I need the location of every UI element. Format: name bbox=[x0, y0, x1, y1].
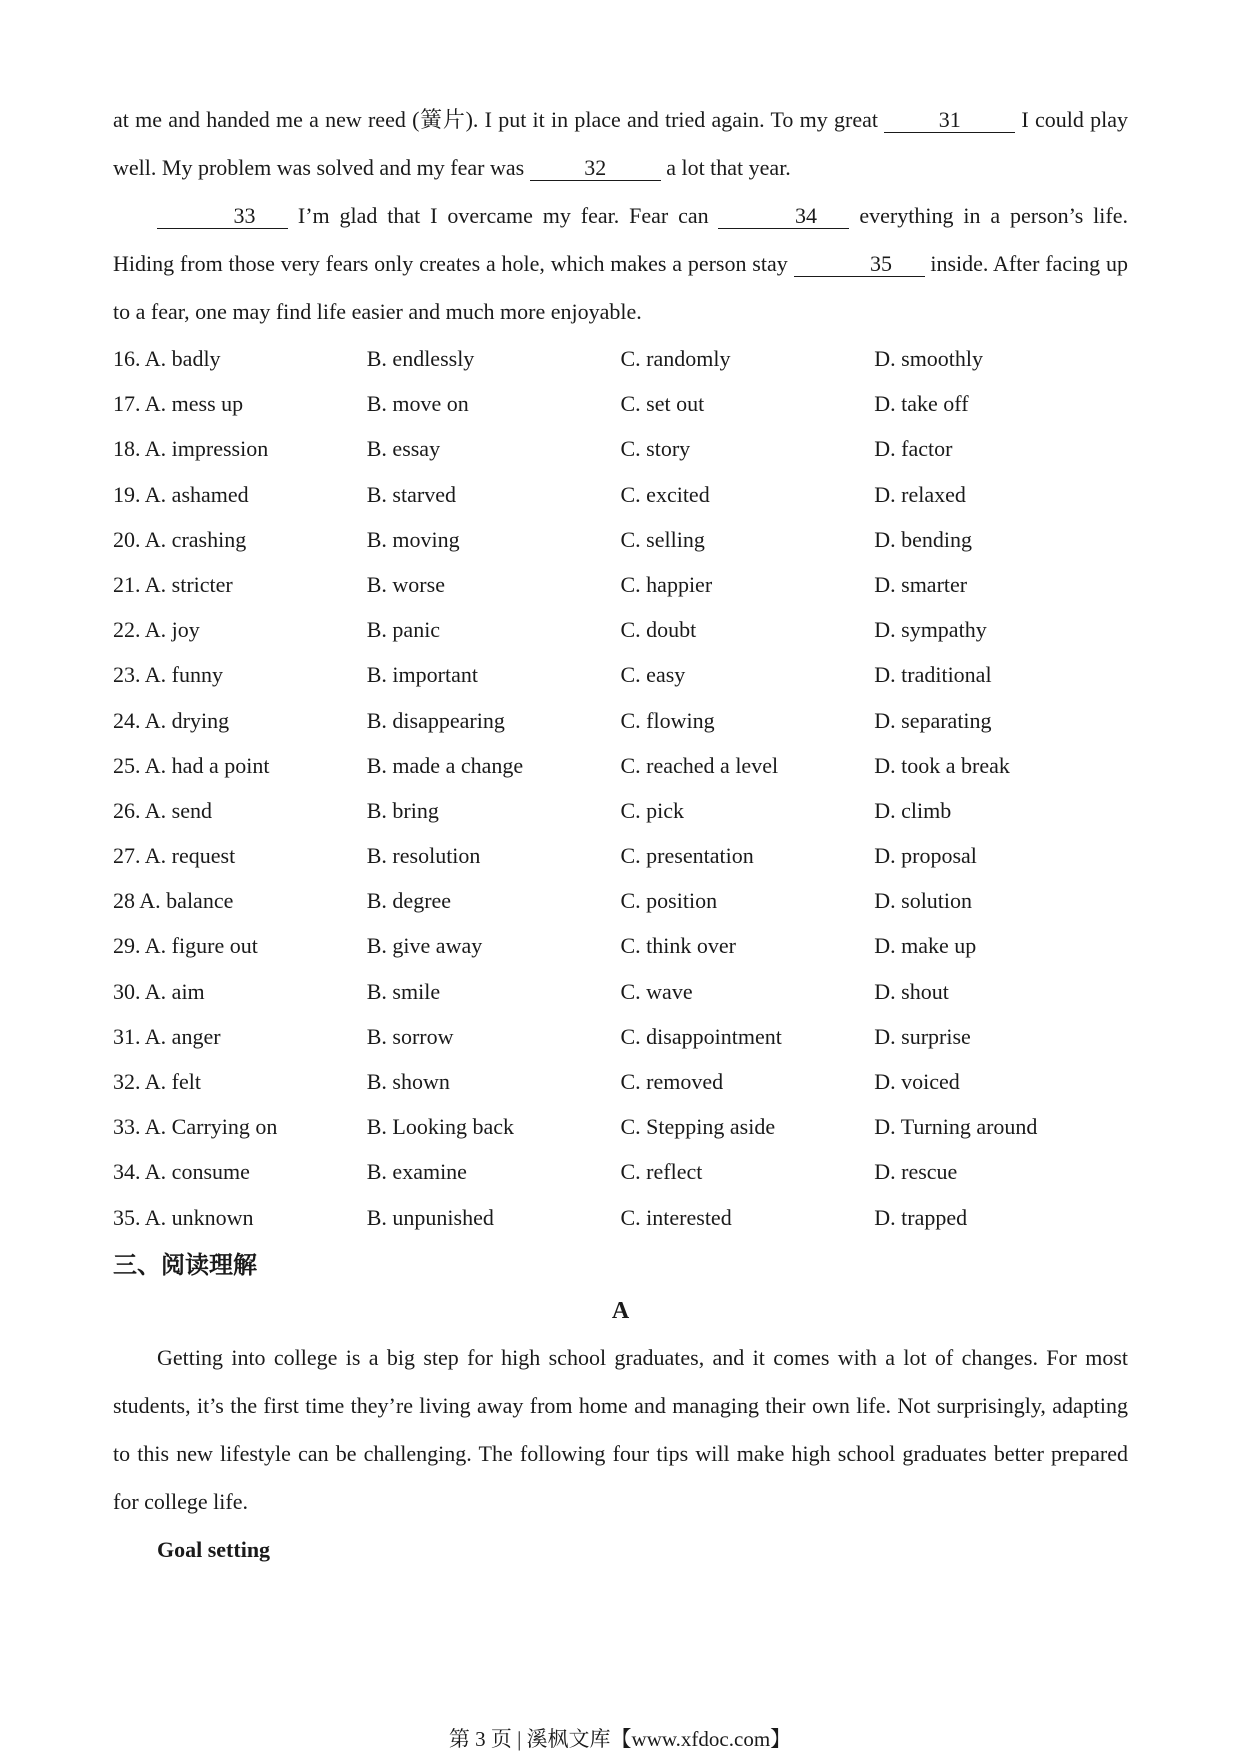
subheading-goal-setting: Goal setting bbox=[157, 1536, 271, 1562]
option-d: D. surprise bbox=[874, 1023, 971, 1049]
option-a: 34. A. consume bbox=[113, 1159, 250, 1185]
option-row bbox=[113, 426, 1128, 471]
option-row bbox=[113, 1059, 1128, 1104]
option-b: B. essay bbox=[366, 436, 441, 462]
option-a: 29. A. figure out bbox=[113, 933, 258, 959]
option-d: D. make up bbox=[874, 933, 977, 959]
option-row bbox=[113, 607, 1128, 652]
option-d: D. separating bbox=[874, 707, 992, 733]
option-c: C. excited bbox=[620, 481, 710, 507]
option-d: D. sympathy bbox=[874, 617, 987, 643]
option-a: 28 A. balance bbox=[113, 888, 234, 914]
option-d: D. smarter bbox=[874, 571, 968, 597]
option-row bbox=[113, 1014, 1128, 1059]
option-d: D. relaxed bbox=[874, 481, 966, 507]
option-row bbox=[113, 1195, 1128, 1240]
blank-31: 31 bbox=[884, 108, 1015, 133]
option-d: D. shout bbox=[874, 978, 949, 1004]
option-a: 22. A. joy bbox=[113, 617, 200, 643]
option-c: C. position bbox=[620, 888, 718, 914]
option-b: B. unpunished bbox=[366, 1204, 494, 1230]
option-d: D. trapped bbox=[874, 1204, 968, 1230]
passage-text: a lot that year. bbox=[660, 155, 791, 180]
option-b: B. worse bbox=[366, 571, 445, 597]
option-d: D. take off bbox=[874, 391, 969, 417]
option-d: D. factor bbox=[874, 436, 953, 462]
option-row bbox=[113, 833, 1128, 878]
option-row bbox=[113, 336, 1128, 381]
option-b: B. starved bbox=[366, 481, 456, 507]
option-a: 17. A. mess up bbox=[113, 391, 244, 417]
passage-paragraph-2 bbox=[113, 192, 1128, 336]
option-d: D. solution bbox=[874, 888, 973, 914]
option-a: 30. A. aim bbox=[113, 978, 205, 1004]
option-row bbox=[113, 1104, 1128, 1149]
passage-text: at me and handed me a new reed (簧片). I put it in place and tried again. To my great bbox=[113, 107, 885, 132]
option-a: 25. A. had a point bbox=[113, 752, 270, 778]
option-b: B. degree bbox=[366, 888, 452, 914]
option-d: D. proposal bbox=[874, 843, 977, 869]
option-a: 16. A. badly bbox=[113, 346, 221, 371]
option-c: C. wave bbox=[620, 978, 693, 1004]
option-row bbox=[113, 1149, 1128, 1194]
option-b: B. give away bbox=[366, 933, 483, 959]
document-page bbox=[113, 96, 1128, 1574]
option-c: C. reached a level bbox=[620, 752, 779, 778]
option-c: C. reflect bbox=[620, 1159, 703, 1185]
option-a: 31. A. anger bbox=[113, 1023, 221, 1049]
option-a: 26. A. send bbox=[113, 797, 212, 823]
page-footer: 第 3 页 | 溪枫文库【www.xfdoc.com】 bbox=[448, 1727, 792, 1751]
option-a: 33. A. Carrying on bbox=[113, 1114, 278, 1140]
option-a: 18. A. impression bbox=[113, 436, 269, 462]
option-row bbox=[113, 381, 1128, 426]
option-row bbox=[113, 562, 1128, 607]
blank-33: 33 bbox=[157, 204, 288, 229]
passage-text: inside. After facing up to a fear, one may find life easier and much more enjoyable. bbox=[113, 251, 1128, 324]
option-c: C. removed bbox=[620, 1069, 724, 1094]
option-a: 19. A. ashamed bbox=[113, 481, 249, 507]
reading-paragraph: Getting into college is a big step for high school graduates, and it comes with a lot of changes. For most students, it’s the first time they’re living away from home and managing their own life. Not surprisingly, adapting to this new lifestyle can be challenging. The following four tips will make high school graduates better prepared for college life. bbox=[113, 1344, 1128, 1514]
option-c: C. pick bbox=[620, 797, 685, 823]
option-c: C. easy bbox=[620, 662, 686, 688]
passage-text: I could play well. My problem was solved and my fear was bbox=[113, 107, 1128, 180]
option-a: 21. A. stricter bbox=[113, 571, 233, 597]
option-d: D. bending bbox=[874, 526, 973, 552]
option-row bbox=[113, 698, 1128, 743]
option-c: C. disappointment bbox=[620, 1023, 782, 1049]
option-row bbox=[113, 923, 1128, 968]
option-b: B. sorrow bbox=[366, 1023, 454, 1049]
option-a: 32. A. felt bbox=[113, 1069, 201, 1094]
option-c: C. set out bbox=[620, 391, 705, 417]
option-a: 20. A. crashing bbox=[113, 526, 247, 552]
option-c: C. Stepping aside bbox=[620, 1114, 776, 1140]
option-b: B. Looking back bbox=[366, 1114, 515, 1140]
option-c: C. flowing bbox=[620, 707, 715, 733]
option-b: B. made a change bbox=[366, 752, 524, 778]
options-list bbox=[113, 336, 1128, 1240]
option-row bbox=[113, 472, 1128, 517]
option-c: C. story bbox=[620, 436, 691, 462]
option-b: B. endlessly bbox=[366, 346, 475, 371]
option-a: 23. A. funny bbox=[113, 662, 223, 688]
option-b: B. smile bbox=[366, 978, 441, 1004]
option-d: D. smoothly bbox=[874, 346, 984, 371]
option-b: B. moving bbox=[366, 526, 460, 552]
option-c: C. randomly bbox=[620, 346, 731, 371]
option-d: D. Turning around bbox=[874, 1114, 1038, 1140]
option-b: B. important bbox=[366, 662, 478, 688]
blank-35: 35 bbox=[794, 252, 925, 277]
blank-32: 32 bbox=[530, 156, 661, 181]
option-b: B. resolution bbox=[366, 843, 481, 869]
option-c: C. doubt bbox=[620, 617, 697, 643]
option-a: 35. A. unknown bbox=[113, 1204, 254, 1230]
passage-paragraph-1 bbox=[113, 96, 1128, 192]
option-d: D. traditional bbox=[874, 662, 992, 688]
section-title: 三、阅读理解 bbox=[113, 1250, 257, 1279]
option-c: C. presentation bbox=[620, 843, 754, 869]
blank-34: 34 bbox=[718, 204, 849, 229]
passage-text: I’m glad that I overcame my fear. Fear can bbox=[288, 203, 719, 228]
option-row bbox=[113, 517, 1128, 562]
option-b: B. panic bbox=[366, 617, 441, 643]
option-d: D. climb bbox=[874, 797, 952, 823]
option-b: B. shown bbox=[366, 1069, 450, 1094]
option-b: B. move on bbox=[366, 391, 469, 417]
option-row bbox=[113, 878, 1128, 923]
option-c: C. selling bbox=[620, 526, 705, 552]
option-row bbox=[113, 652, 1128, 697]
option-row bbox=[113, 743, 1128, 788]
option-d: D. rescue bbox=[874, 1159, 958, 1185]
option-b: B. bring bbox=[366, 797, 439, 823]
option-row bbox=[113, 969, 1128, 1014]
option-d: D. took a break bbox=[874, 752, 1010, 778]
option-a: 27. A. request bbox=[113, 843, 236, 869]
option-c: C. think over bbox=[620, 933, 736, 959]
option-c: C. interested bbox=[620, 1204, 732, 1230]
option-c: C. happier bbox=[620, 571, 713, 597]
option-row bbox=[113, 788, 1128, 833]
option-a: 24. A. drying bbox=[113, 707, 230, 733]
option-b: B. disappearing bbox=[366, 707, 505, 733]
reading-title: A bbox=[611, 1297, 630, 1324]
option-d: D. voiced bbox=[874, 1069, 960, 1094]
option-b: B. examine bbox=[366, 1159, 467, 1185]
passage-text: everything in a person’s life. Hiding from those very fears only creates a hole, which makes a person stay bbox=[113, 203, 1128, 276]
